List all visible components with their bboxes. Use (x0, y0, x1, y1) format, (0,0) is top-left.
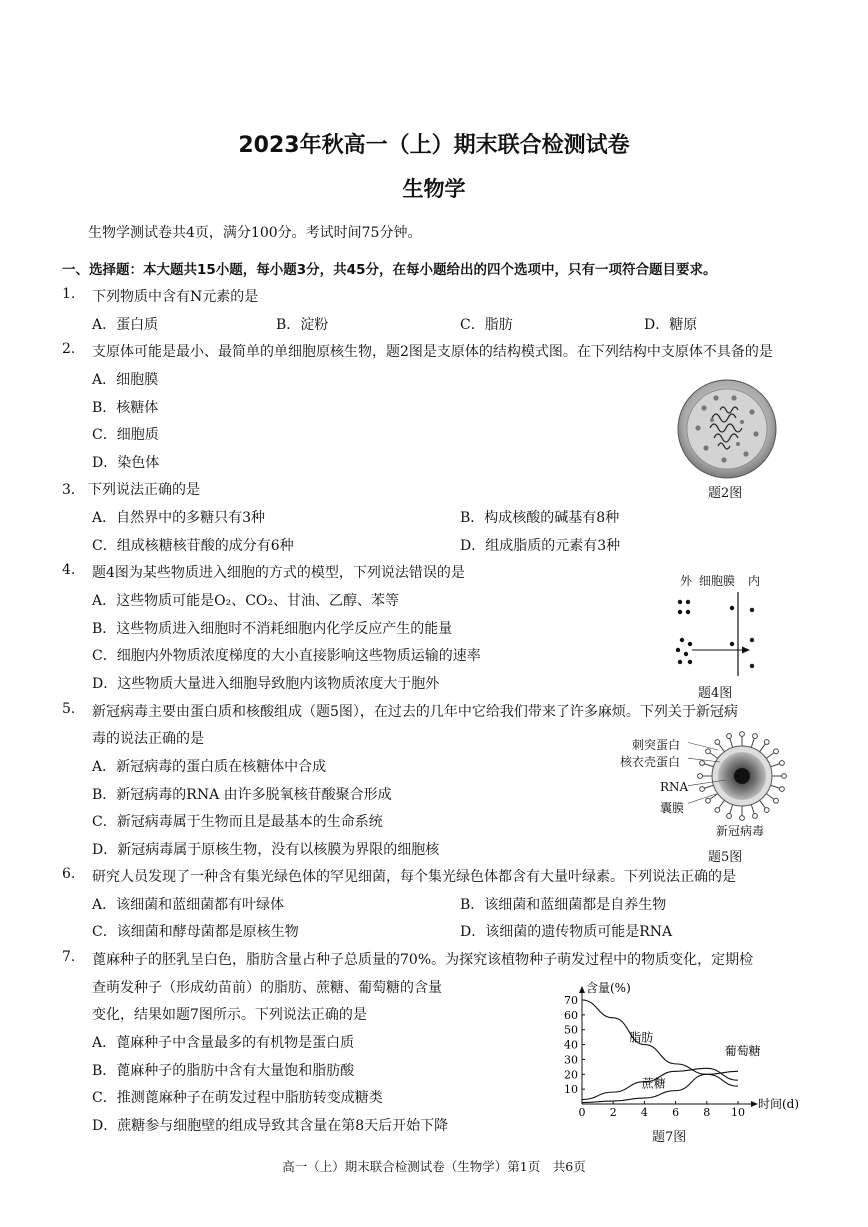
glucose-series-label: 葡萄糖 (724, 1043, 761, 1058)
diffusion-figure (668, 590, 768, 680)
q2-option-d: D．染色体 (92, 455, 160, 471)
q7-option-a: A．蓖麻种子中含量最多的有机物是蛋白质 (92, 1035, 355, 1051)
spike-head (706, 749, 711, 754)
x-tick-label: 2 (609, 1106, 617, 1119)
q5-option-b: B．新冠病毒的RNA 由许多脱氧核苷酸聚合形成 (92, 787, 392, 803)
x-axis-arrow (751, 1101, 758, 1107)
spike-protein (730, 738, 733, 748)
q2-stem: 支原体可能是最小、最简单的单细胞原核生物，题2图是支原体的结构模式图。在下列结构中支原体不具备的是 (92, 344, 773, 360)
spike-head (774, 798, 779, 803)
q5-label-capsid: 核衣壳蛋白 (620, 755, 681, 769)
x-tick-label: 10 (731, 1106, 745, 1119)
q5-option-a: A．新冠病毒的蛋白质在核糖体中合成 (92, 759, 327, 775)
spike-protein (771, 785, 781, 788)
y-tick-label: 60 (564, 1008, 578, 1022)
q7-line-chart (556, 972, 806, 1122)
sucrose-series-label: 蔗糖 (641, 1076, 666, 1091)
y-axis-label: 含量(%) (586, 981, 631, 995)
q4-label-membrane: 细胞膜 (699, 574, 736, 588)
spike-protein (718, 744, 724, 752)
q4-option-a: A．这些物质可能是O₂、CO₂、甘油、乙醇、苯等 (92, 593, 400, 609)
spike-protein (730, 805, 733, 815)
spike-head (782, 774, 787, 779)
spike-head (753, 814, 758, 819)
q2-option-c: C．细胞质 (92, 427, 159, 443)
q6-option-b: B．该细菌和蓝细菌都是自养生物 (460, 897, 667, 913)
q6-option-d: D．该细菌的遗传物质可能是RNA (460, 924, 673, 940)
q3-option-a: A．自然界中的多糖只有3种 (92, 510, 266, 526)
x-axis-label: 时间(d) (758, 1097, 800, 1111)
q5-label-envelope: 囊膜 (660, 801, 685, 815)
q2-option-a: A．细胞膜 (92, 372, 159, 388)
spike-head (753, 734, 758, 739)
mycoplasma-figure (676, 378, 778, 480)
exam-title: 2023年秋高一（上）期末联合检测试卷 (238, 133, 630, 158)
q2-option-b: B．核糖体 (92, 400, 159, 416)
q5-label-rna: RNA (660, 780, 689, 794)
spike-protein (760, 744, 766, 752)
q6-option-a: A．该细菌和蓝细菌都有叶绿体 (92, 897, 285, 913)
section-heading: 一、选择题：本大题共15小题，每小题3分，共45分，在每小题给出的四个选项中，只有一项符合题目要求。 (62, 262, 717, 278)
page-footer: 高一（上）期末联合检测试卷（生物学）第1页 共6页 (282, 1159, 586, 1174)
spike-head (774, 749, 779, 754)
intro-text: 生物学测试卷共4页，满分100分。考试时间75分钟。 (88, 225, 422, 241)
q3-option-b: B．构成核酸的碱基有8种 (460, 510, 620, 526)
q1-option-a: A．蛋白质 (92, 317, 159, 333)
spike-protein (766, 752, 774, 758)
spike-protein (704, 785, 714, 788)
spike-protein (710, 752, 718, 758)
q4-option-c: C．细胞内外物质浓度梯度的大小直接影响这些物质运输的速率 (92, 648, 481, 664)
q5-stem-line1: 新冠病毒主要由蛋白质和核酸组成（题5图），在过去的几年中它给我们带来了许多麻烦。下列关于新冠病 (92, 704, 738, 720)
q5-label-spike: 刺突蛋白 (632, 738, 681, 752)
y-tick-label: 20 (564, 1068, 578, 1082)
x-tick-label: 6 (672, 1106, 680, 1119)
q4-label-outside: 外 (680, 574, 693, 588)
subject-title: 生物学 (402, 177, 466, 201)
q5-label-virus: 新冠病毒 (716, 824, 765, 838)
q4-stem: 题4图为某些物质进入细胞的方式的模型，下列说法错误的是 (92, 565, 465, 581)
q7-option-d: D．蔗糖参与细胞壁的组成导致其含量在第8天后开始下降 (92, 1118, 449, 1134)
y-tick-label: 10 (564, 1083, 578, 1097)
q4-label-inside: 内 (748, 574, 761, 588)
spike-head (780, 761, 785, 766)
q6-option-c: C．该细菌和酵母菌都是原核生物 (92, 924, 299, 940)
q4-option-b: B．这些物质进入细胞时不消耗细胞内化学反应产生的能量 (92, 621, 453, 637)
fat-series-label: 脂肪 (629, 1030, 654, 1045)
q3-stem: 下列说法正确的是 (88, 482, 200, 498)
spike-head (727, 814, 732, 819)
y-tick-label: 50 (564, 1023, 578, 1037)
q5-option-c: C．新冠病毒属于生物而且是最基本的生命系统 (92, 814, 383, 830)
spike-head (700, 787, 705, 792)
q6-stem: 研究人员发现了一种含有集光绿色体的罕见细菌，每个集光绿色体都含有大量叶绿素。下列说法正确的是 (92, 869, 736, 885)
y-axis-arrow (579, 986, 585, 993)
spike-head (715, 808, 720, 813)
q7-stem-line3: 变化，结果如题7图所示。下列说法正确的是 (92, 1007, 367, 1023)
spike-head (780, 787, 785, 792)
spike-protein (718, 800, 724, 808)
q7-figure-caption: 题7图 (652, 1130, 687, 1145)
q3-option-d: D．组成脂质的元素有3种 (460, 538, 621, 554)
q1-option-c: C．脂肪 (460, 317, 513, 333)
q1-option-b: B．淀粉 (276, 317, 329, 333)
q5-option-d: D．新冠病毒属于原核生物，没有以核膜为界限的细胞核 (92, 842, 440, 858)
spike-head (727, 734, 732, 739)
fat-series-line (582, 1000, 738, 1086)
spike-protein (704, 764, 714, 767)
q7-stem-line1: 蓖麻种子的胚乳呈白色，脂肪含量占种子总质量的70%。为探究该植物种子萌发过程中的物质变化，定期检 (92, 952, 754, 968)
q5-number: 5. (62, 701, 76, 717)
spike-protein (751, 805, 754, 815)
x-tick-label: 4 (640, 1106, 648, 1119)
q7-option-c: C．推测蓖麻种子在萌发过程中脂肪转变成糖类 (92, 1090, 383, 1106)
q4-option-d: D．这些物质大量进入细胞导致胞内该物质浓度大于胞外 (92, 676, 440, 692)
q6-number: 6. (62, 866, 76, 882)
spike-head (764, 740, 769, 745)
q3-number: 3． (62, 482, 85, 498)
spike-head (700, 761, 705, 766)
x-tick-label: 0 (578, 1106, 586, 1119)
q3-option-c: C．组成核糖核苷酸的成分有6种 (92, 538, 294, 554)
q2-figure-caption: 题2图 (708, 486, 743, 501)
q4-figure-caption: 题4图 (698, 686, 733, 701)
x-tick-label: 8 (703, 1106, 711, 1119)
spike-protein (766, 794, 774, 800)
spike-head (764, 808, 769, 813)
q7-number: 7. (62, 949, 76, 965)
spike-head (740, 732, 745, 737)
coronavirus-figure (688, 728, 788, 824)
spike-protein (771, 764, 781, 767)
spike-protein (751, 738, 754, 748)
spike-head (698, 774, 703, 779)
q5-figure-caption: 题5图 (708, 850, 743, 865)
y-tick-label: 70 (564, 994, 578, 1007)
q4-number: 4. (62, 562, 76, 578)
y-tick-label: 40 (564, 1038, 578, 1052)
spike-head (706, 798, 711, 803)
q1-number: 1. (62, 286, 76, 302)
y-tick-label: 30 (564, 1053, 578, 1067)
spike-head (740, 816, 745, 821)
q7-stem-line2: 查萌发种子（形成幼苗前）的脂肪、蔗糖、葡萄糖的含量 (92, 980, 442, 996)
q2-number: 2. (62, 341, 76, 357)
q1-option-d: D．糖原 (644, 317, 698, 333)
spike-protein (760, 800, 766, 808)
q1-stem: 下列物质中含有N元素的是 (92, 289, 259, 305)
q7-option-b: B．蓖麻种子的脂肪中含有大量饱和脂肪酸 (92, 1063, 355, 1079)
spike-head (715, 740, 720, 745)
q5-stem-line2: 毒的说法正确的是 (92, 731, 204, 747)
